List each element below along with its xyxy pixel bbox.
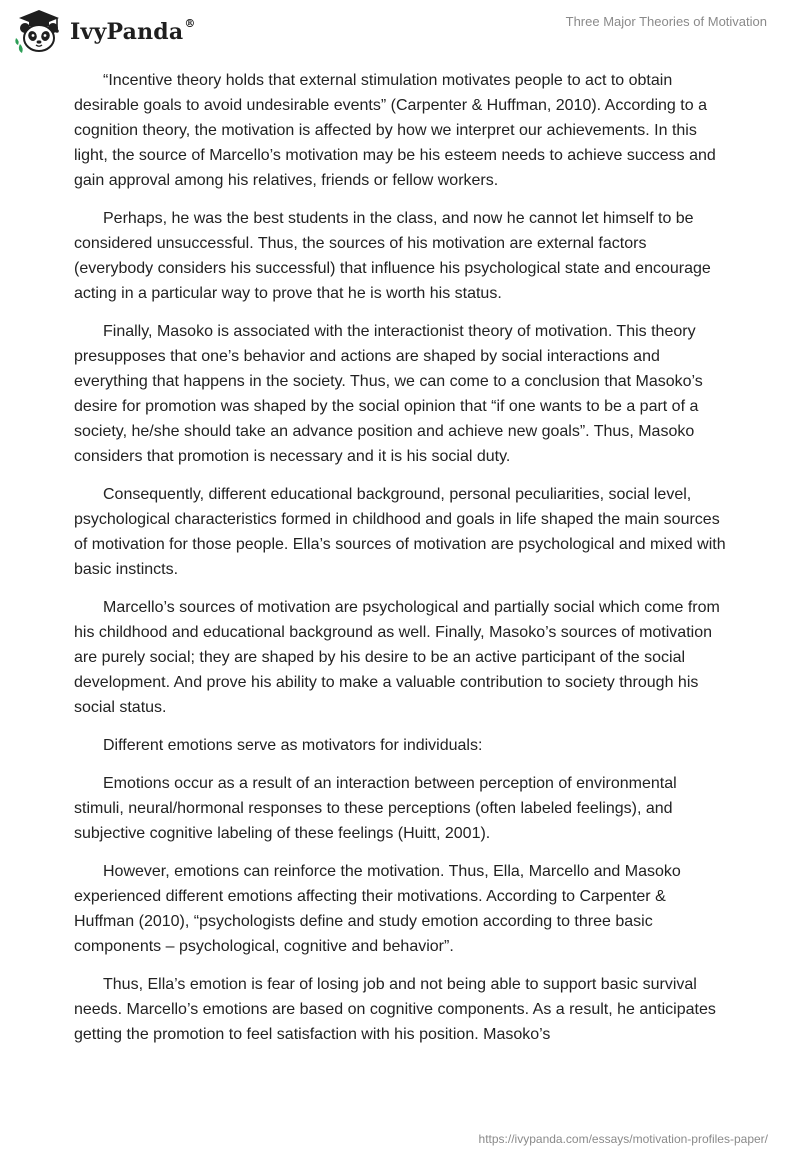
paragraph-marcello-sources: Marcello’s sources of motivation are psychological and partially social which come from his childhood and educational background as well. Finally, Masoko’s sources of motivation are purely social; they are shaped by his desire to be an active participant of the social development. And prove his ability to make a valuable contribution to society through his social status. xyxy=(74,599,720,716)
essay-body xyxy=(74,68,729,1060)
paragraph-emotions-reinforce: However, emotions can reinforce the motivation. Thus, Ella, Marcello and Masoko experienced different emotions affecting their motivations. According to Carpenter & Huffman (2010), “psychologists define and study emotion according to three basic components – psychological, cognitive and behavior”. xyxy=(74,863,681,955)
logo-wordmark xyxy=(70,16,196,45)
ivypanda-logo[interactable] xyxy=(14,8,196,54)
registered-mark: ® xyxy=(184,16,196,30)
paragraph-emotions-definition: Emotions occur as a result of an interaction between perception of environmental stimuli, neural/hormonal responses to these perceptions (often labeled feelings), and subjective cognitive labeling of these feelings (Huitt, 2001). xyxy=(74,775,677,842)
paragraph-marcello-status: Perhaps, he was the best students in the class, and now he cannot let himself to be considered unsuccessful. Thus, the sources of his motivation are external factors (everybody considers his successful) that influence his psychological state and encourage acting in a particular way to prove that he is worth his status. xyxy=(74,210,711,302)
paragraph-emotions-intro: Different emotions serve as motivators for individuals: xyxy=(103,737,483,754)
page-header xyxy=(0,0,800,62)
document-title: Three Major Theories of Motivation xyxy=(565,14,767,29)
paragraph-emotions-individuals: Thus, Ella’s emotion is fear of losing job and not being able to support basic survival needs. Marcello’s emotions are based on cognitive components. As a result, he anticipates getting the promotion to feel satisfaction with his position. Masoko’s xyxy=(74,976,716,1043)
source-url[interactable]: https://ivypanda.com/essays/motivation-profiles-paper/ xyxy=(478,1132,768,1146)
paragraph-consequently: Consequently, different educational background, personal peculiarities, social level, psychological characteristics formed in childhood and goals in life shaped the main sources of motivation for those people. Ella’s sources of motivation are psychological and mixed with basic instincts. xyxy=(74,486,726,578)
panda-graduate-icon xyxy=(14,8,64,54)
paragraph-incentive-theory: “Incentive theory holds that external stimulation motivates people to act to obtain desirable goals to avoid undesirable events” (Carpenter & Huffman, 2010). According to a cognition theory, the motivation is affected by how we interpret our achievements. In this light, the source of Marcello’s motivation may be his esteem needs to achieve success and gain approval among his relatives, friends or fellow workers. xyxy=(74,72,716,189)
logo-name: IvyPanda xyxy=(70,19,184,45)
paragraph-masoko-interactionist: Finally, Masoko is associated with the interactionist theory of motivation. This theory presupposes that one’s behavior and actions are shaped by social interactions and everything that happens in the society. Thus, we can come to a conclusion that Masoko’s desire for promotion was shaped by the social opinion that “if one wants to be a part of a society, he/she should take an advance position and achieve new goals”. Thus, Masoko considers that promotion is necessary and it is his social duty. xyxy=(74,323,703,465)
